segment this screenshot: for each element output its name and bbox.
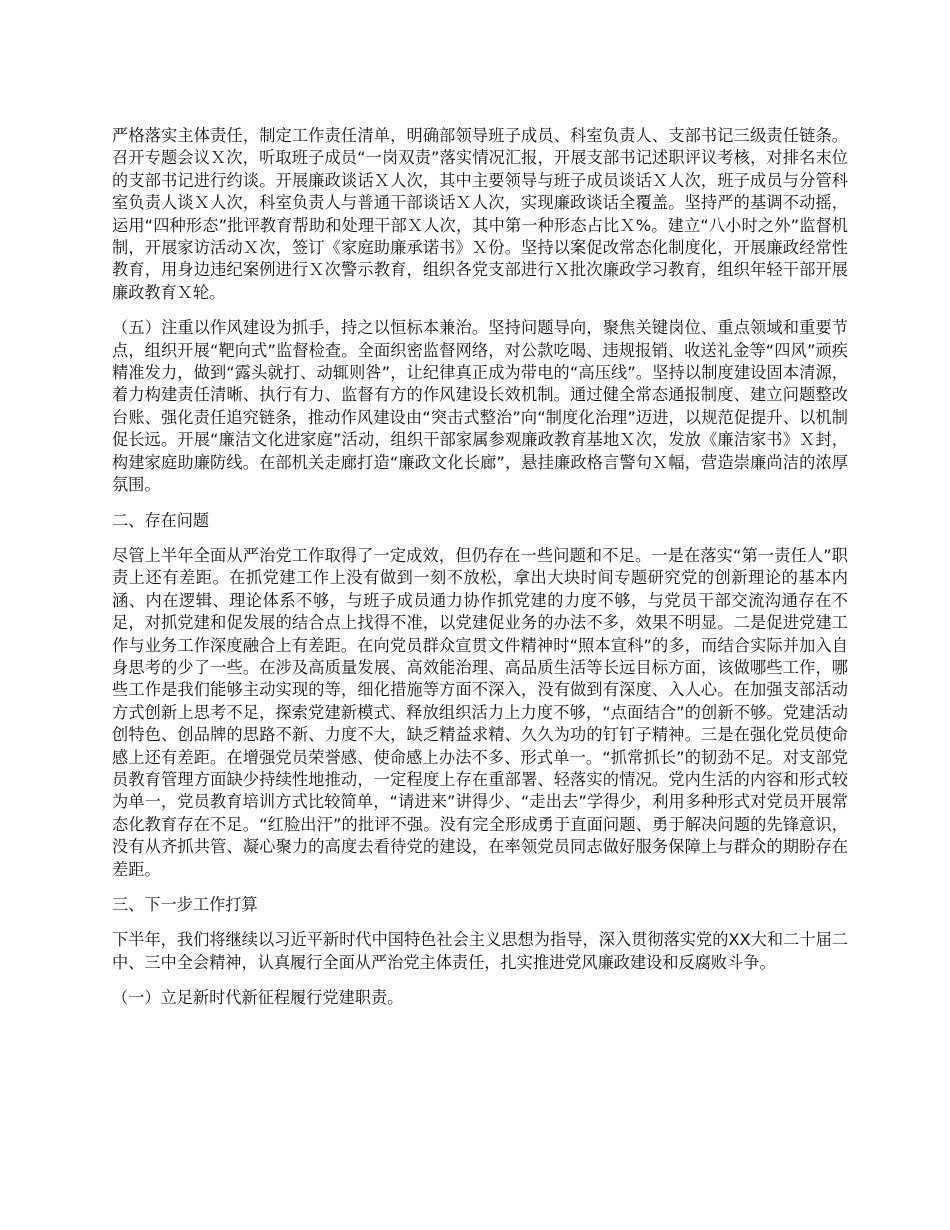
paragraph-work-style: （五）注重以作风建设为抓手，持之以恒标本兼治。坚持问题导向，聚焦关键岗位、重点领域和重要节点，组织开展“靶向式”监督检查。全面织密监督网络，对公款吃喝、违规报销、收送礼金等“四风”顽疾精准发力，做到“露头就打、动辄则咎”，让纪律真正成为带电的“高压线”。坚持以制度建设固本清源，着力构建责任清晰、执行有力、监督有方的作风建设长效机制。通过健全常态通报制度、建立问题整改台账、强化责任追究链条，推动作风建设由“突击式整治”向“制度化治理”迈进，以规范促提升、以机制促长远。开展“廉洁文化进家庭”活动，组织干部家属参观廉政教育基地Ｘ次，发放《廉洁家书》Ｘ封，构建家庭助廉防线。在部机关走廊打造“廉政文化长廊”，悬挂廉政格言警句Ｘ幅，营造崇廉尚洁的浓厚氛围。 bbox=[112, 318, 848, 495]
section-heading-next-steps: 三、下一步工作打算 bbox=[112, 895, 258, 914]
paragraph-responsibility: 严格落实主体责任，制定工作责任清单，明确部领导班子成员、科室负责人、支部书记三级责任链条。召开专题会议Ｘ次，听取班子成员“一岗双责”落实情况汇报，开展支部书记述职评议考核，对排名末位的支部书记进行约谈。开展廉政谈话Ｘ人次，其中主要领导与班子成员谈话Ｘ人次，班子成员与分管科室负责人谈Ｘ人次，科室负责人与普通干部谈话Ｘ人次，实现廉政谈话全覆盖。坚持严的基调不动摇，运用“四种形态”批评教育帮助和处理干部Ｘ人次，其中第一种形态占比Ｘ%。建立“八小时之外”监督机制，开展家访活动Ｘ次，签订《家庭助廉承诺书》Ｘ份。坚持以案促改常态化制度化，开展廉政经常性教育，用身边违纪案例进行Ｘ次警示教育，组织各党支部进行Ｘ批次廉政学习教育，组织年轻干部开展廉政教育Ｘ轮。 bbox=[112, 126, 848, 302]
paragraph-problems: 尽管上半年全面从严治党工作取得了一定成效，但仍存在一些问题和不足。一是在落实“第一责任人”职责上还有差距。在抓党建工作上没有做到一刻不放松，拿出大块时间专题研究党的创新理论的基本内涵、内在逻辑、理论体系不够，与班子成员通力协作抓党建的力度不够，与党员干部交流沟通存在不足，对抓党建和促发展的结合点上找得不准，以党建促业务的办法不多，效果不明显。二是促进党建工作与业务工作深度融合上有差距。在向党员群众宣贯文件精神时“照本宣科”的多，而结合实际并加入自身思考的少了一些。在涉及高质量发展、高效能治理、高品质生活等长远目标方面，该做哪些工作，哪些工作是我们能够主动实现的等，细化措施等方面不深入，没有做到有深度、入人心。在加强支部活动方式创新上思考不足，探索党建新模式、释放组织活力上力度不够，“点面结合”的创新不够。党建活动创特色、创品牌的思路不新、力度不大，缺乏精益求精、久久为功的钉钉子精神。三是在强化党员使命感上还有差距。在增强党员荣誉感、使命感上办法不多、形式单一。“抓常抓长”的韧劲不足。对支部党员教育管理方面缺少持续性地推动，一定程度上存在重部署、轻落实的情况。党内生活的内容和形式较为单一，党员教育培训方式比较简单，“请进来”讲得少、“走出去”学得少，利用多种形式对党员开展常态化教育存在不足。“红脸出汗”的批评不强。没有完全形成勇于直面问题、勇于解决问题的先锋意识，没有从齐抓共管、凝心聚力的高度去看待党的建设，在率领党员同志做好服务保障上与群众的期盼存在差距。 bbox=[112, 545, 848, 879]
document-page bbox=[112, 125, 848, 1023]
paragraph-next-steps: 下半年，我们将继续以习近平新时代中国特色社会主义思想为指导，深入贯彻落实党的XX大和二十届二中、三中全会精神，认真履行全面从严治党主体责任，扎实推进党风廉政建设和反腐败斗争。 bbox=[112, 930, 848, 972]
section-heading-problems: 二、存在问题 bbox=[112, 510, 210, 530]
paragraph-subsection-one: （一）立足新时代新征程履行党建职责。 bbox=[112, 988, 404, 1008]
